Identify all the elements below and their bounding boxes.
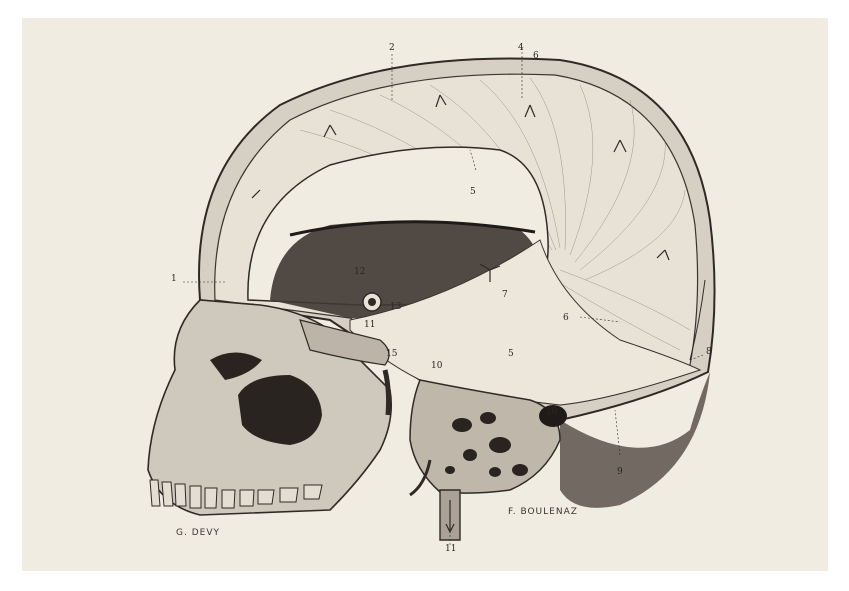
- label-9: 9: [617, 467, 623, 477]
- label-5-top: 5: [470, 187, 476, 197]
- engraver-signature: F. BOULENAZ: [508, 507, 578, 517]
- label-13: 13: [390, 302, 402, 312]
- label-6-top: 6: [533, 51, 539, 61]
- label-15: 15: [386, 349, 398, 359]
- label-6-mid: 6: [563, 313, 569, 323]
- label-11-bottom: 11: [445, 544, 457, 554]
- label-10: 10: [431, 361, 443, 371]
- label-7: 7: [502, 290, 508, 300]
- label-4: 4: [518, 43, 524, 53]
- label-11: 11: [364, 320, 376, 330]
- label-12: 12: [354, 267, 366, 277]
- label-8: 8: [706, 347, 712, 357]
- artist-signature: G. DEVY: [176, 528, 220, 538]
- label-2: 2: [389, 43, 395, 53]
- label-1: 1: [171, 274, 177, 284]
- label-5-mid: 5: [508, 349, 514, 359]
- label-10-sinus: 10: [546, 407, 558, 417]
